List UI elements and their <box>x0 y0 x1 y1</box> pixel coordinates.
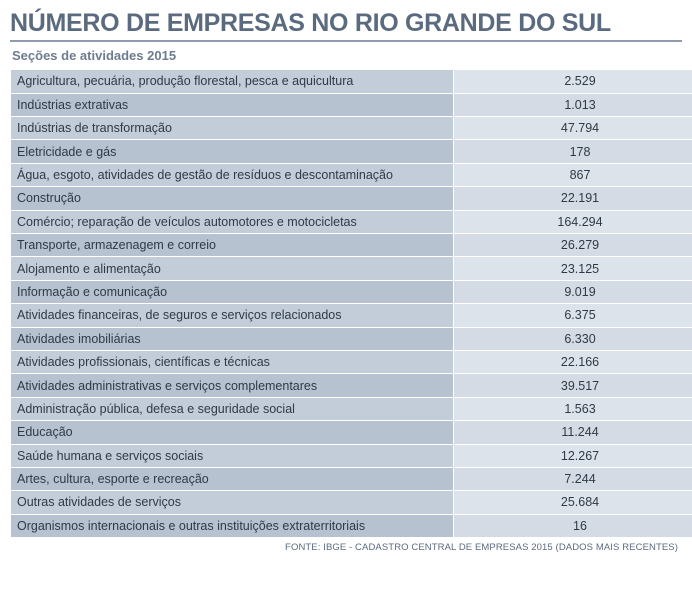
table-row <box>11 280 692 303</box>
company-count-cell: 39.517 <box>454 374 692 397</box>
activity-label-cell: Administração pública, defesa e seguridade social <box>11 397 454 420</box>
activity-label-cell: Organismos internacionais e outras instituições extraterritoriais <box>11 514 454 537</box>
table-row <box>11 140 692 163</box>
table-row <box>11 374 692 397</box>
table-row <box>11 491 692 514</box>
company-count-cell: 1.013 <box>454 93 692 116</box>
table-row <box>11 70 692 93</box>
table-row <box>11 350 692 373</box>
company-count-cell: 2.529 <box>454 70 692 93</box>
company-count-cell: 7.244 <box>454 467 692 490</box>
company-count-cell: 22.166 <box>454 350 692 373</box>
activity-label-cell: Indústrias extrativas <box>11 93 454 116</box>
company-count-cell: 22.191 <box>454 187 692 210</box>
table-row <box>11 257 692 280</box>
company-count-cell: 26.279 <box>454 233 692 256</box>
company-count-cell: 9.019 <box>454 280 692 303</box>
table-row <box>11 327 692 350</box>
activity-label-cell: Outras atividades de serviços <box>11 491 454 514</box>
activity-label-cell: Informação e comunicação <box>11 280 454 303</box>
title-divider <box>10 40 682 42</box>
activity-label-cell: Comércio; reparação de veículos automotores e motocicletas <box>11 210 454 233</box>
activity-label-cell: Atividades profissionais, científicas e técnicas <box>11 350 454 373</box>
table-row <box>11 233 692 256</box>
page-subtitle: Seções de atividades 2015 <box>12 48 177 64</box>
table-row <box>11 210 692 233</box>
activity-label-cell: Artes, cultura, esporte e recreação <box>11 467 454 490</box>
activity-label-cell: Atividades administrativas e serviços complementares <box>11 374 454 397</box>
activity-label-cell: Água, esgoto, atividades de gestão de resíduos e descontaminação <box>11 163 454 186</box>
activity-label-cell: Educação <box>11 421 454 444</box>
table-row <box>11 397 692 420</box>
company-count-cell: 25.684 <box>454 491 692 514</box>
activity-label-cell: Saúde humana e serviços sociais <box>11 444 454 467</box>
activity-label-cell: Transporte, armazenagem e correio <box>11 233 454 256</box>
table-row <box>11 444 692 467</box>
company-count-cell: 12.267 <box>454 444 692 467</box>
activity-label-cell: Agricultura, pecuária, produção florestal, pesca e aquicultura <box>11 70 454 93</box>
table-row <box>11 187 692 210</box>
page-title: NÚMERO DE EMPRESAS NO RIO GRANDE DO SUL <box>10 9 611 37</box>
table-body <box>11 70 692 538</box>
table-row <box>11 304 692 327</box>
table-row <box>11 421 692 444</box>
company-count-cell: 16 <box>454 514 692 537</box>
table-row <box>11 117 692 140</box>
table-row <box>11 163 692 186</box>
table-row <box>11 93 692 116</box>
activity-label-cell: Alojamento e alimentação <box>11 257 454 280</box>
company-count-cell: 11.244 <box>454 421 692 444</box>
table-row <box>11 514 692 537</box>
activity-label-cell: Atividades financeiras, de seguros e serviços relacionados <box>11 304 454 327</box>
companies-table <box>10 69 692 538</box>
activity-label-cell: Atividades imobiliárias <box>11 327 454 350</box>
company-count-cell: 6.330 <box>454 327 692 350</box>
company-count-cell: 164.294 <box>454 210 692 233</box>
company-count-cell: 1.563 <box>454 397 692 420</box>
company-count-cell: 867 <box>454 163 692 186</box>
company-count-cell: 6.375 <box>454 304 692 327</box>
company-count-cell: 178 <box>454 140 692 163</box>
activity-label-cell: Indústrias de transformação <box>11 117 454 140</box>
activity-label-cell: Eletricidade e gás <box>11 140 454 163</box>
company-count-cell: 23.125 <box>454 257 692 280</box>
company-count-cell: 47.794 <box>454 117 692 140</box>
activity-label-cell: Construção <box>11 187 454 210</box>
table-row <box>11 467 692 490</box>
source-note: FONTE: IBGE - CADASTRO CENTRAL DE EMPRESAS 2015 (DADOS MAIS RECENTES) <box>285 542 678 554</box>
